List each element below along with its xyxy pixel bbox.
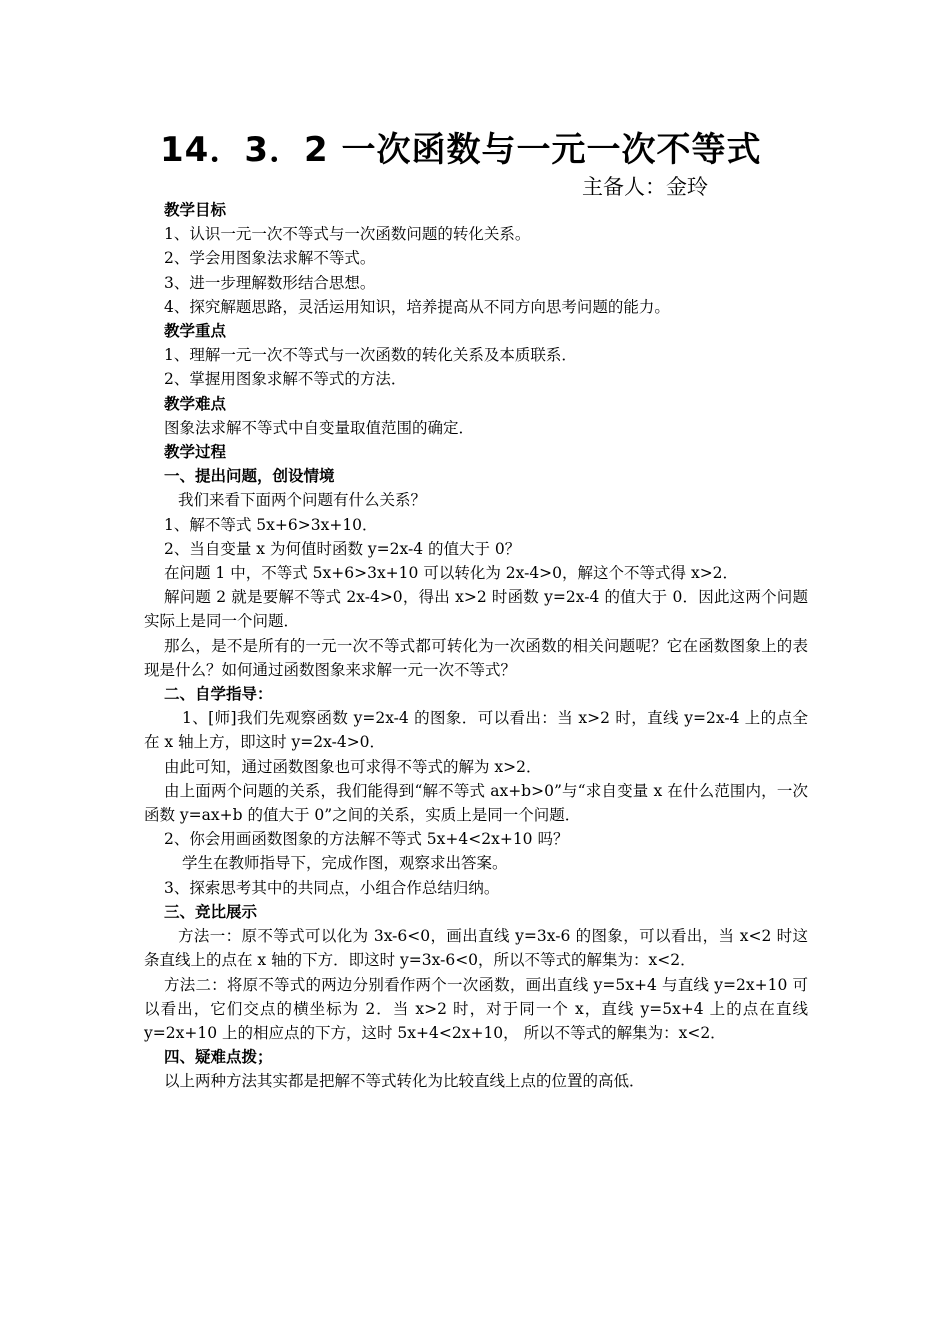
document-body	[144, 198, 808, 1094]
paragraph: 学生在教师指导下，完成作图，观察求出答案。	[182, 854, 508, 873]
paragraph: 1、[师]我们先观察函数 y=2x-4 的图象．可以看出：当 x>2 时，直线 y=2x-4 上的点全在 x 轴上方，即这时 y=2x-4>0．	[144, 709, 808, 752]
paragraph: 那么，是不是所有的一元一次不等式都可转化为一次函数的相关问题呢？它在函数图象上的表现是什么？如何通过函数图象来求解一元一次不等式？	[144, 636, 808, 679]
paragraph: 我们来看下面两个问题有什么关系？	[178, 491, 427, 510]
subsection-heading-2: 二、自学指导：	[164, 685, 273, 704]
document-title: 14．3．2 一次函数与一元一次不等式	[160, 130, 762, 170]
section-heading-process: 教学过程	[164, 443, 227, 462]
section-heading-key-points: 教学重点	[164, 322, 227, 341]
paragraph: 2、当自变量 x 为何值时函数 y=2x-4 的值大于 0？	[164, 539, 521, 558]
difficulty-text: 图象法求解不等式中自变量取值范围的确定．	[164, 418, 475, 437]
paragraph: 方法一：原不等式可以化为 3x-6<0，画出直线 y=3x-6 的图象，可以看出，当 x<2 时这条直线上的点在 x 轴的下方．即这时 y=3x-6<0，所以不等式的解集为：x<2．	[144, 927, 808, 970]
paragraph: 由上面两个问题的关系，我们能得到“解不等式 ax+b>0”与“求自变量 x 在什么范围内，一次函数 y=ax+b 的值大于 0”之间的关系，实质上是同一个问题．	[144, 781, 808, 825]
paragraph: 3、探索思考其中的共同点，小组合作总结归纳。	[164, 878, 500, 897]
subsection-heading-1: 一、提出问题，创设情境	[164, 467, 335, 486]
subsection-heading-3: 三、竞比展示	[164, 902, 258, 921]
key-point-item: 2、掌握用图象求解不等式的方法．	[164, 370, 407, 389]
paragraph: 解问题 2 就是要解不等式 2x-4>0，得出 x>2 时函数 y=2x-4 的值大于 0．因此这两个问题实际上是同一个问题．	[144, 588, 808, 631]
paragraph: 2、你会用画函数图象的方法解不等式 5x+4<2x+10 吗？	[164, 830, 569, 849]
goal-item: 4、探究解题思路，灵活运用知识，培养提高从不同方向思考问题的能力。	[164, 297, 670, 316]
goal-item: 1、认识一元一次不等式与一次函数问题的转化关系。	[164, 225, 531, 244]
key-point-item: 1、理解一元一次不等式与一次函数的转化关系及本质联系．	[164, 346, 577, 365]
section-heading-difficulty: 教学难点	[164, 394, 227, 413]
author-line: 主备人：金玲	[582, 175, 708, 199]
paragraph: 以上两种方法其实都是把解不等式转化为比较直线上点的位置的高低．	[164, 1072, 645, 1091]
paragraph: 1、解不等式 5x+6>3x+10．	[164, 515, 378, 534]
subsection-heading-4: 四、疑难点拨；	[164, 1048, 273, 1067]
paragraph: 在问题 1 中，不等式 5x+6>3x+10 可以转化为 2x-4>0，解这个不等式得 x>2．	[164, 564, 739, 583]
goal-item: 2、学会用图象法求解不等式。	[164, 249, 376, 268]
paragraph: 由此可知，通过函数图象也可求得不等式的解为 x>2．	[164, 757, 542, 776]
goal-item: 3、进一步理解数形结合思想。	[164, 273, 376, 292]
section-heading-goals: 教学目标	[164, 201, 227, 219]
paragraph: 方法二：将原不等式的两边分别看作两个一次函数，画出直线 y=5x+4 与直线 y=2x+10 可以看出，它们交点的横坐标为 2．当 x>2 时，对于同一个 x，直线 y=5x+4 上的点在直线 y=2x+10 上的相应点的下方，这时 5x+4<2x+10， 所以不等式的解集为：x<2．	[144, 975, 808, 1042]
